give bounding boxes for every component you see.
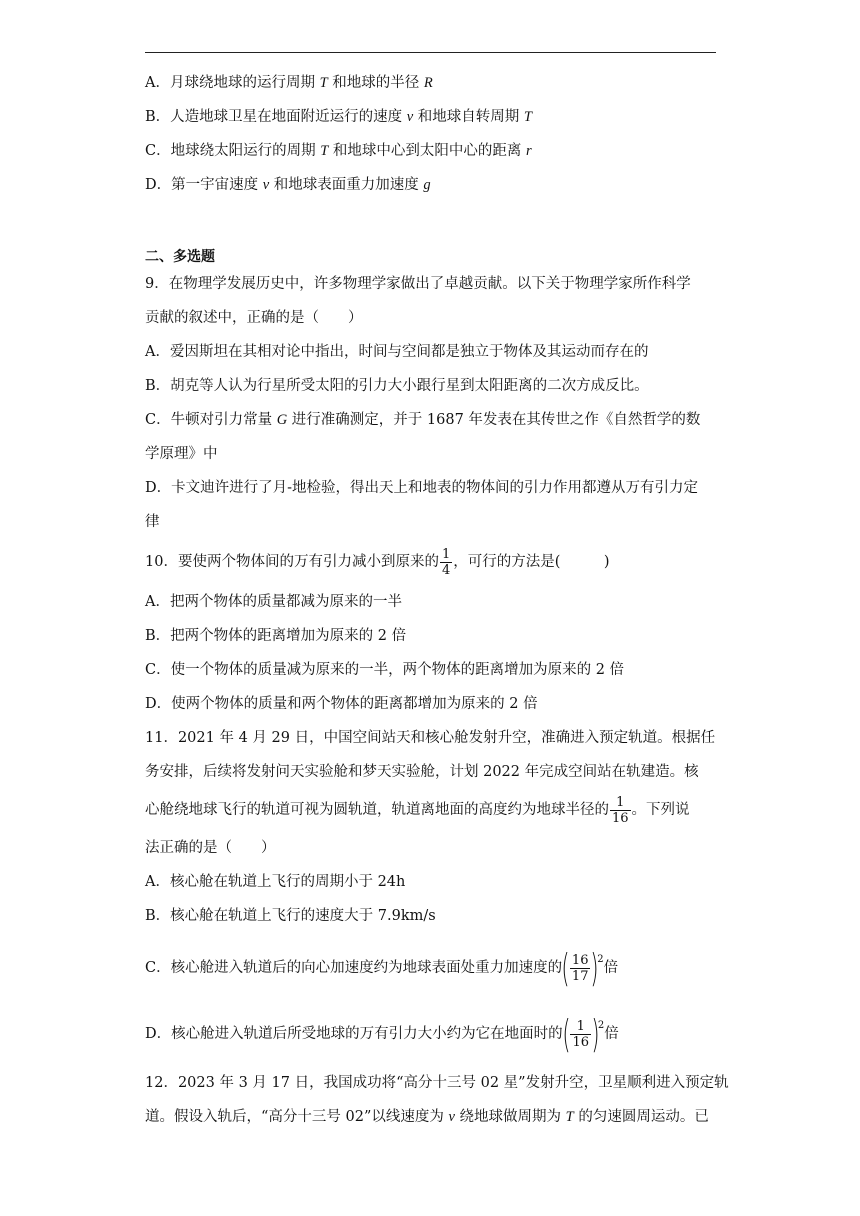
q9-option-b: B．胡克等人认为行星所受太阳的引力大小跟行星到太阳距离的二次方成反比。 xyxy=(145,378,649,394)
q10-option-c: C．使一个物体的质量减为原来的一半，两个物体的距离增加为原来的 2 倍 xyxy=(145,662,625,678)
q11-d-exponent: 2 xyxy=(597,1020,605,1031)
q11-option-b: B．核心舱在轨道上飞行的速度大于 7.9km/s xyxy=(145,908,436,924)
q11-d-expression xyxy=(563,1012,605,1056)
q11-frac-den: 16 xyxy=(612,810,629,826)
q8-d-text-mid: 和地球表面重力加速度 xyxy=(269,177,424,193)
q12-line2-text: 道。假设入轨后，“高分十三号 02”以线速度为 xyxy=(145,1109,449,1125)
q9-c-text-post: 进行准确测定，并于 1687 年发表在其传世之作《自然哲学的数 xyxy=(287,412,701,428)
q8-b-text-mid: 和地球自转周期 xyxy=(413,109,524,125)
q11-stem-line1: 11．2021 年 4 月 29 日，中国空间站天和核心舱发射升空，准确进入预定轨道。根据任 xyxy=(145,730,716,746)
q11-c-frac-num: 16 xyxy=(571,952,589,968)
q8-option-d xyxy=(145,175,431,195)
q11-c-fraction xyxy=(570,953,591,984)
q11-c-expression xyxy=(562,946,604,990)
q9-stem-line2: 贡献的叙述中，正确的是（ ） xyxy=(145,310,363,326)
q11-c-post: 倍 xyxy=(603,960,619,976)
q11-d-text: D．核心舱进入轨道后所受地球的万有引力大小约为它在地面时的 xyxy=(145,1026,563,1042)
q11-d-fraction xyxy=(570,1019,591,1050)
q11-d-frac-num: 1 xyxy=(570,1019,591,1035)
q8-d-var2: g xyxy=(423,177,431,193)
q8-c-var2: r xyxy=(526,143,532,159)
q10-stem xyxy=(145,545,610,579)
left-paren: ( xyxy=(561,946,570,990)
q10-stem-text: 10．要使两个物体间的万有引力减小到原来的 xyxy=(145,554,439,570)
q10-frac-num: 1 xyxy=(441,546,451,562)
q9-option-c-line2: 学原理》中 xyxy=(145,446,218,462)
q12-var-t: T xyxy=(565,1109,574,1125)
q11-c-frac-den: 17 xyxy=(571,968,589,984)
q12-stem-line2 xyxy=(145,1107,709,1127)
q11-stem-line2: 务安排，后续将发射问天实验舱和梦天实验舱，计划 2022 年完成空间站在轨建造。核 xyxy=(145,764,699,780)
q8-c-text: C．地球绕太阳运行的周期 xyxy=(145,143,321,159)
q8-b-var2: T xyxy=(523,109,532,125)
q10-stem-post: ，可行的方法是( ) xyxy=(453,554,610,570)
q8-d-text: D．第一宇宙速度 xyxy=(145,177,263,193)
q11-frac-num: 1 xyxy=(610,795,631,811)
q10-option-a: A．把两个物体的质量都减为原来的一半 xyxy=(145,594,402,610)
q11-d-frac-den: 16 xyxy=(572,1034,589,1050)
q9-option-a: A．爱因斯坦在其相对论中指出，时间与空间都是独立于物体及其运动而存在的 xyxy=(145,344,649,360)
q11-line3-post: 。下列说 xyxy=(631,802,690,818)
q11-option-c xyxy=(145,946,618,990)
q12-line2-mid: 绕地球做周期为 xyxy=(454,1109,566,1125)
q12-line2-post: 的匀速圆周运动。已 xyxy=(573,1109,709,1125)
q9-stem-line1: 9．在物理学发展历史中，许多物理学家做出了卓越贡献。以下关于物理学家所作科学 xyxy=(145,276,691,292)
q8-option-c xyxy=(145,141,532,161)
q10-frac-den: 4 xyxy=(441,562,451,578)
q8-c-text-mid: 和地球中心到太阳中心的距离 xyxy=(328,143,526,159)
q11-fraction xyxy=(610,795,631,826)
q12-stem-line1: 12．2023 年 3 月 17 日，我国成功将“高分十三号 02 星”发射升空，卫星顺利进入预定轨 xyxy=(145,1075,729,1091)
q11-stem-line3 xyxy=(145,790,690,830)
left-paren: ( xyxy=(561,1012,571,1056)
q8-option-b xyxy=(145,107,532,127)
q11-d-post: 倍 xyxy=(604,1026,619,1042)
q8-a-text: A．月球绕地球的运行周期 xyxy=(145,75,320,91)
q8-b-text: B．人造地球卫星在地面附近运行的速度 xyxy=(145,109,407,125)
q8-b-var1: v xyxy=(406,109,414,125)
q9-option-c-line1 xyxy=(145,410,700,430)
q9-option-d-line2: 律 xyxy=(145,514,160,530)
q9-option-d-line1: D．卡文迪许进行了月-地检验，得出天上和地表的物体间的引力作用都遵从万有引力定 xyxy=(145,480,699,496)
q12-var-v: v xyxy=(448,1109,455,1125)
q8-option-a xyxy=(145,73,433,93)
q9-c-text: C．牛顿对引力常量 xyxy=(145,412,277,428)
right-paren: ) xyxy=(590,946,599,990)
q10-option-b: B．把两个物体的距离增加为原来的 2 倍 xyxy=(145,628,407,644)
q11-line3-text: 心舱绕地球飞行的轨道可视为圆轨道，轨道离地面的高度约为地球半径的 xyxy=(145,802,609,818)
section-heading: 二、多选题 xyxy=(145,249,215,265)
q9-c-var: G xyxy=(276,412,288,428)
q8-a-var2: R xyxy=(423,75,433,91)
q11-option-d xyxy=(145,1012,619,1056)
header-rule xyxy=(145,52,716,53)
q8-a-text-mid: 和地球的半径 xyxy=(327,75,424,91)
q8-c-var1: T xyxy=(320,143,329,159)
q11-c-exponent: 2 xyxy=(597,954,604,965)
q10-fraction xyxy=(440,547,452,578)
q8-a-var1: T xyxy=(319,75,328,91)
right-paren: ) xyxy=(591,1012,600,1056)
q11-option-a: A．核心舱在轨道上飞行的周期小于 24h xyxy=(145,874,406,890)
q11-stem-line4: 法正确的是（ ） xyxy=(145,840,276,856)
q10-option-d: D．使两个物体的质量和两个物体的距离都增加为原来的 2 倍 xyxy=(145,696,538,712)
q8-d-var1: v xyxy=(262,177,270,193)
q11-c-text: C．核心舱进入轨道后的向心加速度约为地球表面处重力加速度的 xyxy=(145,960,563,976)
